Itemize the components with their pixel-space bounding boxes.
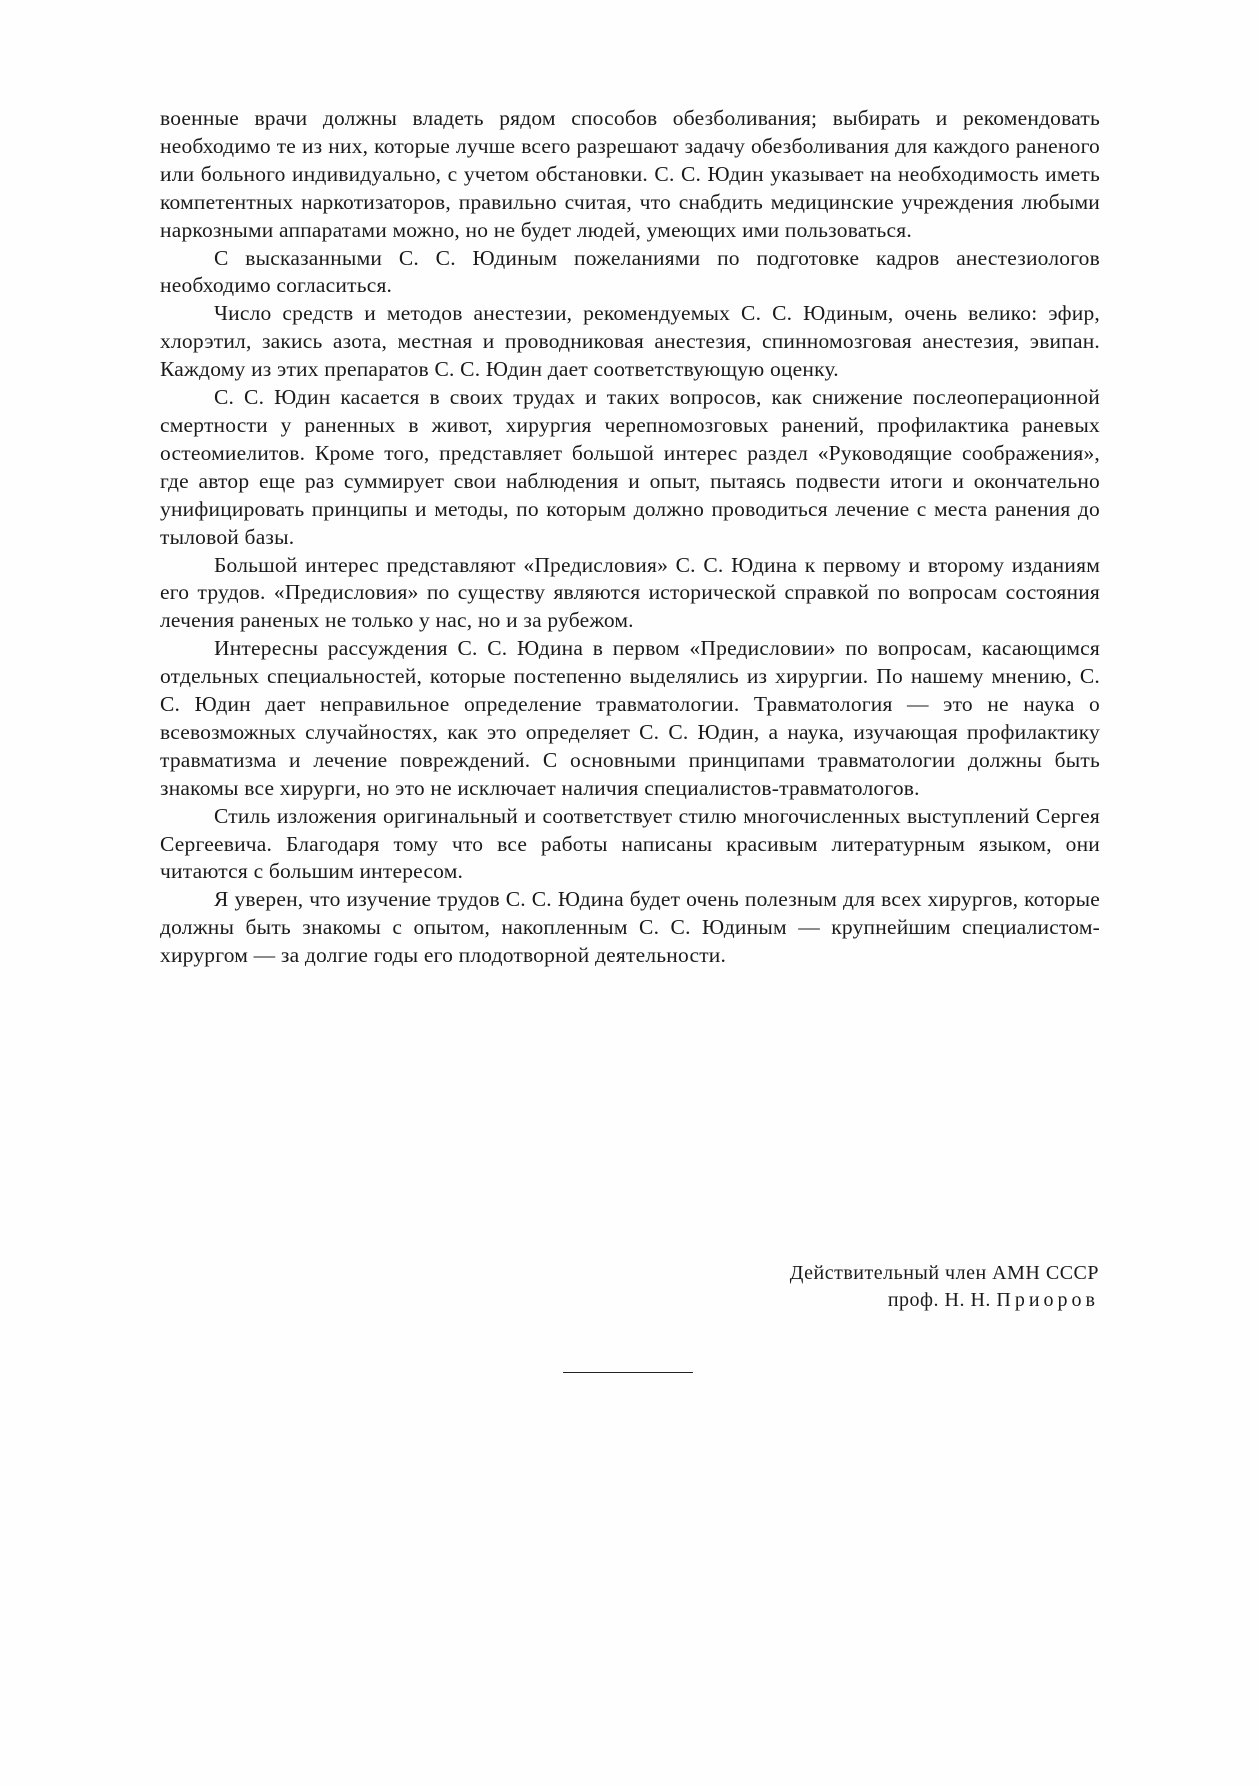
section-divider <box>563 1372 693 1373</box>
signature-title: Действительный член АМН СССР <box>789 1262 1099 1284</box>
paragraph-6: Интересны рассуждения С. С. Юдина в первом «Предисловии» по вопросам, касающимся отдельных специальностей, которые постепенно выделялись из хирургии. По нашему мнению, С. С. Юдин дает неправильное определение травматологии. Травматология — это не наука о всевозможных случайностях, как это определяет С. С. Юдин, а наука, изучающая профилактику травматизма и лечение повреждений. С основными принципами травматологии должны быть знакомы все хирурги, но это не исключает наличия специалистов-травматологов. <box>160 636 1100 800</box>
paragraph-1: военные врачи должны владеть рядом способов обезболивания; выбирать и рекомендовать необходимо те из них, которые лучше всего разрешают задачу обезболивания для каждого раненого или больного индивидуально, с учетом обстановки. С. С. Юдин указывает на необходимость иметь компетентных наркотизаторов, правильно считая, что снабдить медицинские учреждения любыми наркозными аппаратами можно, но не будет людей, умеющих ими пользоваться. <box>160 106 1100 242</box>
paragraph-4: С. С. Юдин касается в своих трудах и таких вопросов, как снижение послеоперационной смертности у раненных в живот, хирургия черепномозговых ранений, профилактика раневых остеомиелитов. Кроме того, представляет большой интерес раздел «Руководящие соображения», где автор еще раз суммирует свои наблюдения и опыт, пытаясь подвести итоги и окончательно унифицировать принципы и методы, по которым должно проводиться лечение с места ранения до тыловой базы. <box>160 385 1100 549</box>
paragraph-7: Стиль изложения оригинальный и соответствует стилю многочисленных выступлений Сергея Сергеевича. Благодаря тому что все работы написаны красивым литературным языком, они читаются с большим интересом. <box>160 803 1100 884</box>
signature-surname: Приоров <box>996 1289 1099 1311</box>
signature-block <box>790 1260 1099 1314</box>
paragraph-2: С высказанными С. С. Юдиным пожеланиями по подготовке кадров анестезиологов необходимо согласиться. <box>160 245 1100 298</box>
paragraph-8: Я уверен, что изучение трудов С. С. Юдина будет очень полезным для всех хирургов, которые должны быть знакомы с опытом, накопленным С. С. Юдиным — крупнейшим специалистом-хирургом — за долгие годы его плодотворной деятельности. <box>160 887 1100 968</box>
paragraph-3: Число средств и методов анестезии, рекомендуемых С. С. Юдиным, очень велико: эфир, хлорэтил, закись азота, местная и проводниковая анестезия, спинномозговая анестезия, эвипан. Каждому из этих препаратов С. С. Юдин дает соответствующую оценку. <box>160 301 1100 382</box>
signature-author <box>790 1287 1099 1314</box>
signature-prefix: проф. Н. Н. <box>887 1289 997 1311</box>
body-text <box>160 105 1100 970</box>
paragraph-5: Большой интерес представляют «Предисловия» С. С. Юдина к первому и второму изданиям его трудов. «Предисловия» по существу являются исторической справкой по вопросам состояния лечения раненых не только у нас, но и за рубежом. <box>160 552 1100 633</box>
